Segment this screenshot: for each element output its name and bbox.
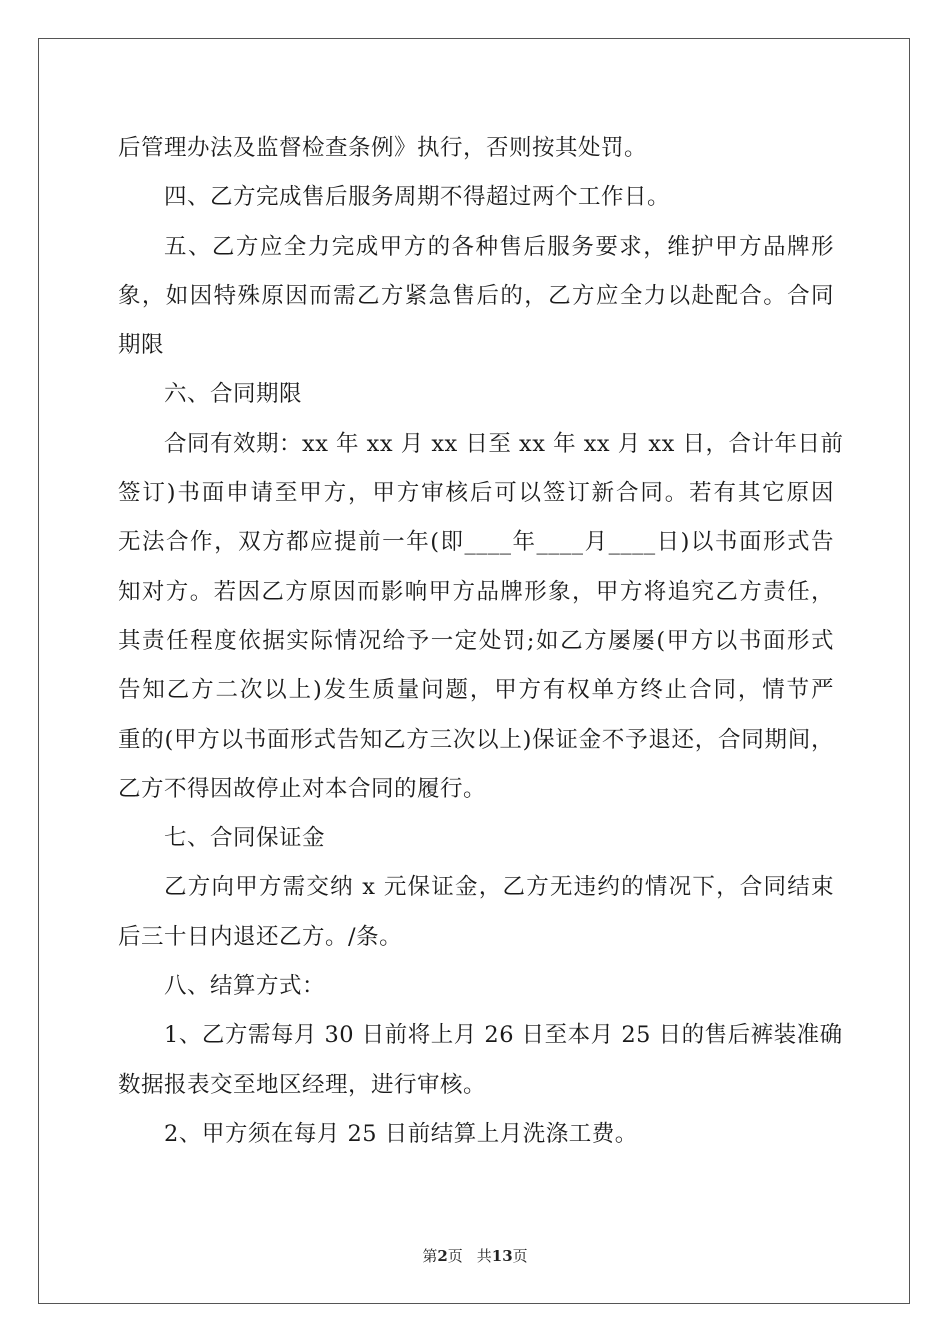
text-line: 四、乙方完成售后服务周期不得超过两个工作日。: [164, 184, 671, 211]
text-line: 合同有效期：xx 年 xx 月 xx 日至 xx 年 xx 月 xx 日，合计年日前: [164, 430, 844, 457]
text-line: 重的(甲方以书面形式告知乙方三次以上)保证金不予退还，合同期间，: [118, 726, 834, 753]
page-footer: [0, 1245, 950, 1266]
page-label-suffix: 页: [447, 1247, 463, 1265]
total-page-count: 13: [491, 1247, 513, 1265]
total-label-prefix: 共: [476, 1247, 492, 1265]
text-line: 无法合作，双方都应提前一年(即____年____月____日)以书面形式告: [118, 529, 834, 556]
text-line: 象，如因特殊原因而需乙方紧急售后的，乙方应全力以赴配合。合同: [118, 282, 834, 309]
text-line: 告知乙方二次以上)发生质量问题，甲方有权单方终止合同，情节严: [118, 677, 834, 704]
current-page-number: 2: [437, 1247, 448, 1265]
text-line: 知对方。若因乙方原因而影响甲方品牌形象，甲方将追究乙方责任，: [118, 578, 834, 605]
text-line: 签订)书面申请至甲方，甲方审核后可以签订新合同。若有其它原因: [118, 480, 834, 507]
text-line: 数据报表交至地区经理，进行审核。: [118, 1071, 487, 1098]
total-label-suffix: 页: [512, 1247, 528, 1265]
text-line: 五、乙方应全力完成甲方的各种售后服务要求，维护甲方品牌形: [164, 233, 834, 260]
text-line: 乙方不得因故停止对本合同的履行。: [118, 775, 487, 802]
page-label-prefix: 第: [422, 1247, 438, 1265]
text-line: 后三十日内退还乙方。/条。: [118, 923, 403, 950]
document-body: [118, 124, 844, 1159]
text-line: 2、甲方须在每月 25 日前结算上月洗涤工费。: [164, 1120, 638, 1147]
text-line: 期限: [118, 332, 165, 359]
section-heading: 六、合同期限: [164, 381, 303, 408]
text-line: 后管理办法及监督检查条例》执行，否则按其处罚。: [118, 135, 648, 161]
section-heading: 七、合同保证金: [164, 825, 326, 852]
section-heading: 八、结算方式：: [164, 973, 326, 1000]
text-line: 乙方向甲方需交纳 x 元保证金，乙方无违约的情况下，合同结束: [164, 874, 834, 901]
text-line: 其责任程度依据实际情况给予一定处罚;如乙方屡屡(甲方以书面形式: [118, 627, 834, 654]
text-line: 1、乙方需每月 30 日前将上月 26 日至本月 25 日的售后裤装准确: [164, 1022, 843, 1049]
